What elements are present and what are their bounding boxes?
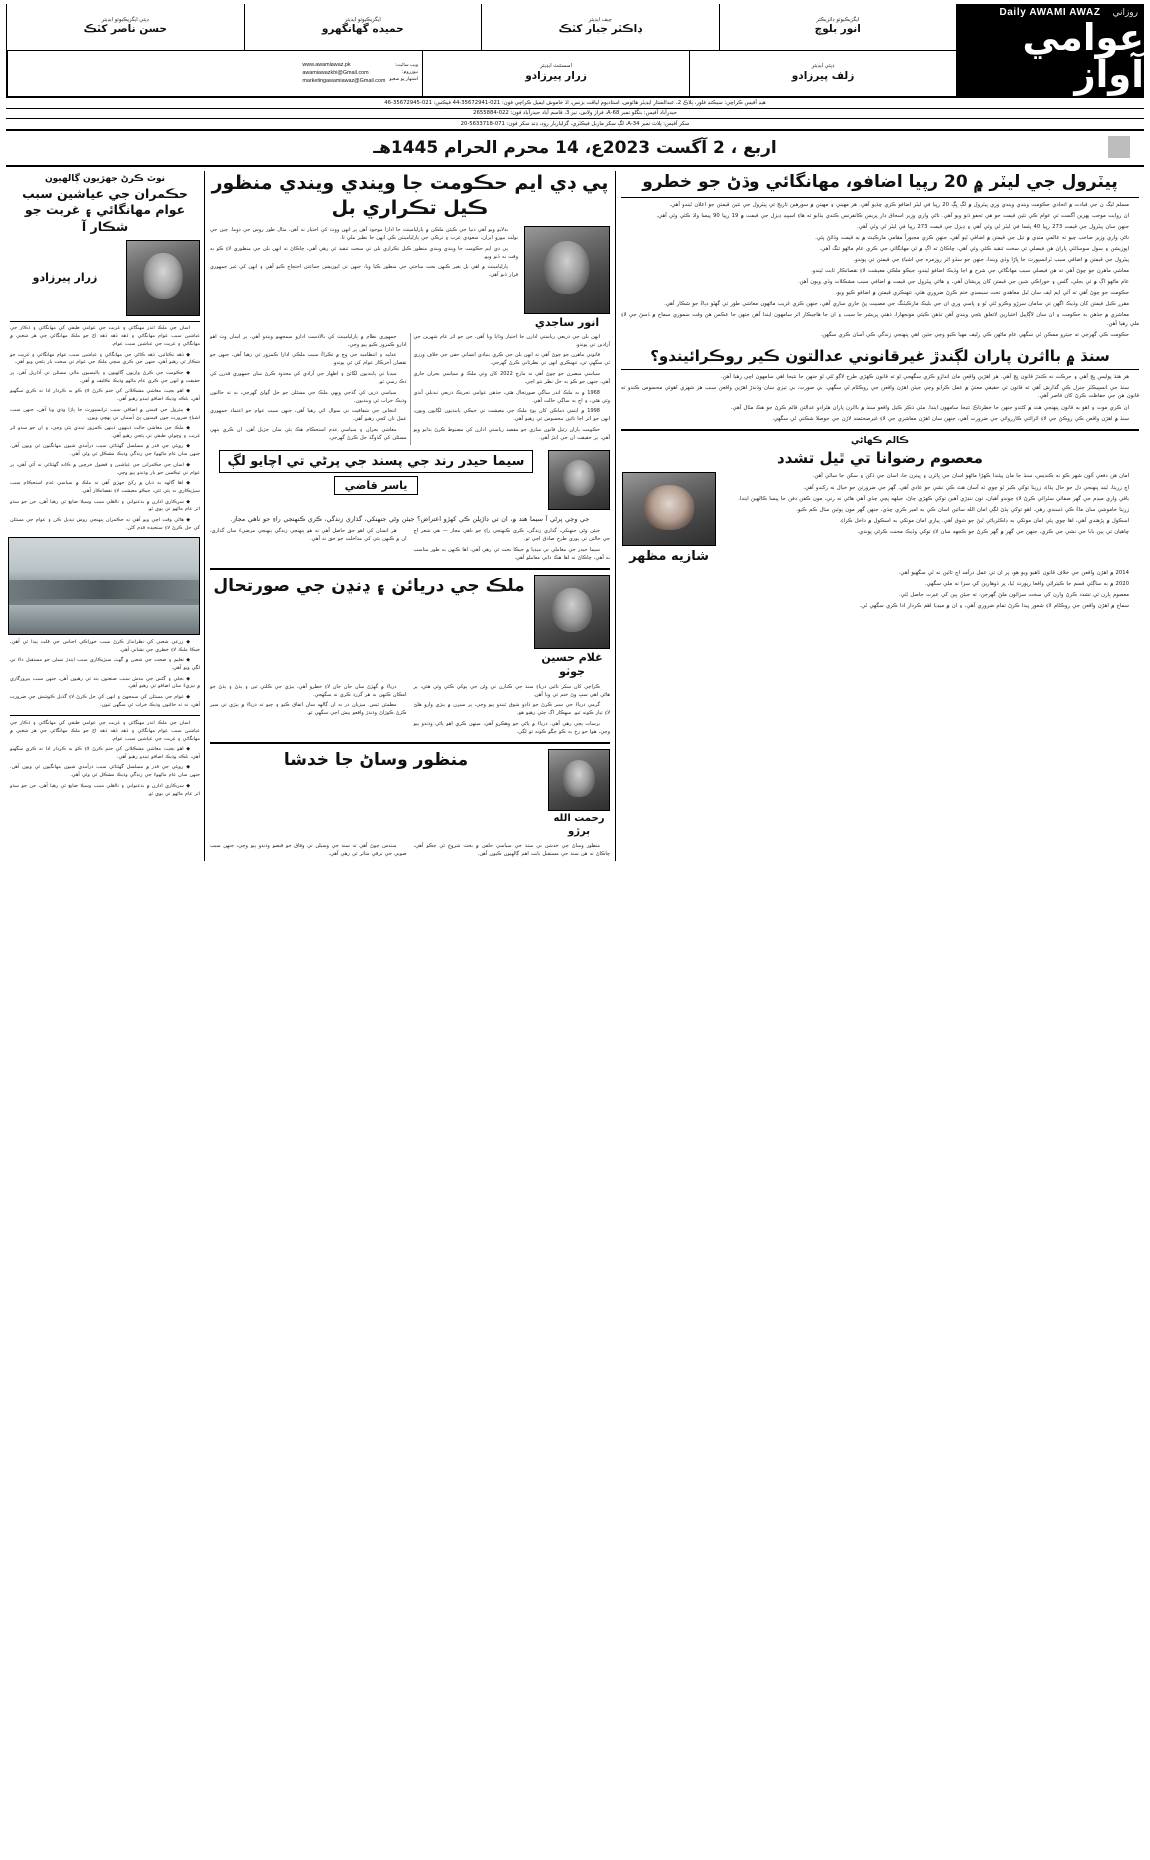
paragraph: باقي واري ميڊم جي گهر صفائي سٿرائي ڪرڻ لاءِ چوندو آهيان، تون ننڍڙي آهين توکي ڪهڙي ڄاڻ، جيلهه پڄي چڏي آهي هاڻي نه رني، مون ڪفن دفن جا پيسا ڪالهين ايندا.	[738, 495, 1129, 502]
paragraph: حڪومت پاران رٿيل قانون سازي جو مقصد رياستي ادارن کي مضبوط ڪرڻ ٻڌايو ويو آهي، پر حقيقت ان جي ابتڙ آهي.	[413, 427, 610, 442]
paragraph: عام ماڻهو اڳ ۾ ئي بجلي، گئس ۽ خوراڪي شين جي قيمتن کان پريشان آهي، ۽ هاڻي پيٽرول جي قيمت ۾ اضافي سبب مشڪلات وڌي ويون آهن.	[797, 279, 1129, 286]
column-center	[204, 171, 616, 861]
column-story-headline: معصوم رضوانا تي ٿيل تشدد	[777, 449, 983, 468]
author-photo	[524, 226, 610, 314]
boxed-story-body	[210, 527, 610, 562]
paragraph: ◆ پيٽرول جي قيمتن ۾ اضافي سبب ٽرانسپورٽ جا ڀاڙا وڌي ويا آهن، جنهن سبب اشياءِ ضرورت جون قيمتون پڻ آسمان تي پهچي ويون.	[10, 406, 200, 421]
paragraph: اچ زرينا، ٿيند پنهنجي دل جو حال ٻڌاءِ، زرينا توکي ڪير ٿو چوي ته آسان هٿ ڪي نشي جو عادي آهي. گهر جي ضرورتن جو خيال نه رکندو آهي.	[803, 484, 1129, 491]
lead-story-body	[621, 201, 1139, 340]
author-photo	[126, 240, 200, 316]
paragraph: ◆ عوام جي مسئلن کي سمجهڻ ۽ انهن کي حل ڪرڻ لاءِ گڏيل ڪوشش جي ضرورت آهي، نه ته حالتون وڌيڪ خراب ٿي سگهن ٿيون.	[10, 693, 200, 708]
address-hyderabad: حيدرآباد آفيس: بنگلو نمبر 68-A، فراز ولاس، نير 3، قاسم آباد حيدرآباد فون: 022-2655884	[6, 109, 1144, 120]
paragraph: پي ڊي ايم حڪومت جا ويندي ويندي منظور ڪيل تڪراري بلن تي سخت تنقيد ٿي رهي آهي، ڇاڪاڻ ته انهن بلن جي منظوري لاءِ ڪو به وقت نه ڏنو ويو.	[210, 245, 518, 260]
center-story-head-block	[210, 226, 610, 330]
center-bottom-headline: ملڪ جي دريائن ۽ ڍنڍن جي صورتحال	[213, 576, 525, 597]
address-bars	[6, 98, 1144, 130]
paragraph: سندس چوڻ آهي ته سنڌ جي وسيلن تي وفاق جو قبضو وڌندو پيو وڃي، جنهن سبب صوبي جي ترقي متاثر ٿي رهي آهي.	[210, 843, 407, 858]
center-lower-author-block	[548, 749, 610, 838]
paragraph: عدليه ۽ انتظاميه جي وچ ۾ ٽڪراءُ سبب ملڪي ادارا ڪمزور ٿي رهيا آهن، جنهن جو نقصان آخرڪار عوام کي ئي پوندو.	[210, 352, 407, 367]
paragraph: 1968 ۾ به ملڪ اندر ساڳي صورتحال هئي، جڏهن عوامي تحريڪ ذريعي تبديلي آندي وئي هئي، ۽ اڄ به ساڳي حالت آهي.	[413, 389, 610, 404]
center-lower-author-name: رحمت الله ٻرڙو	[553, 813, 605, 837]
staff-row-bottom	[7, 51, 956, 97]
section-divider	[621, 429, 1139, 431]
column-left	[6, 171, 204, 861]
staff-name: ڊاڪٽر جبار کٽڪ	[558, 23, 642, 36]
staff-role: ڊپٽي ايگزيڪيوٽو ايڊيٽر	[101, 16, 149, 23]
center-boxed-title-block	[210, 450, 542, 495]
paragraph: ◆ بجلي ۽ گئس جي بندش سبب صنعتون بند ٿي رهيون آهن، جنهن سبب بيروزگاري ۾ تيزيءَ سان اضافو ٿي رهيو آهي.	[10, 675, 200, 690]
divider	[621, 369, 1139, 370]
paragraph: ◆ اسان جي حڪمرانن جي عياشين ۽ فضول خرچين ۾ ڪابه گهٽتائي نه آئي آهي، پر عوام تي ٽيڪسن جو بار وڌندو پيو وڃي.	[10, 461, 200, 476]
newspaper-logo	[956, 4, 1144, 96]
paragraph: حڪومت ڪي گهرجي ته جيترو ممڪن ٿي سگهي عام ماڻهن ڪي رليف مهيا ڪيو وڃي جئين اهي پنهنجي زندگي ڪي آسان ڪري سگهن.	[820, 331, 1129, 338]
staff-name: حميده گهانگهرو	[321, 23, 404, 36]
author-photo	[548, 749, 610, 811]
paragraph: سياسي ڌرين کي گڏجي ويهي ملڪ جي مسئلن جو حل ڳولڻ گهرجي، نه ته حالتون وڌيڪ خراب ٿي وينديون.	[210, 389, 407, 404]
center-lower-headline: منظور وساڻ جا خدشا	[283, 750, 469, 771]
paragraph: برسات پڄي رهي آهي. درياءَ ۾ پاڻي جو وهڪرو آهي، مينهن ڪري اهو پاڻي وڌندو پيو وڃي، هوا جو رخ به ڪو چڱو ڪونه ٿو لڳي.	[413, 720, 610, 735]
staff-role: اسسٽنٽ ايڊيٽر	[540, 63, 572, 70]
paragraph: قانوني ماهرن جو چوڻ آهي ته انهن بلن جي ڪري بنيادي انساني حقن جي خلاف ورزي ٿي سگهي ٿي، تنهنڪري انهن تي نظرثاني ڪرڻ گهرجي.	[413, 352, 610, 367]
center-bottom-head	[210, 575, 610, 679]
staff-role: ايگزيڪيوٽو ايڊيٽر	[344, 16, 381, 23]
paragraph: بدلايو ويو آهي دنيا جي ڪيئن ملڪن ۾ پارليامينٽ جا ادارا موجود آهن پر انهن ووٽ کي اختيار نه آهن، مثال طور روس جي ڊوما. چين جي بولٽ بيورو ايران، سعودي عرب ۽ ترڪي جي پارليامينٽن ڪي انهن جا نظير ملي ٿا.	[210, 226, 518, 241]
paragraph: ◆ سرڪاري ادارن ۾ بدعنواني ۽ نااهلي سبب وسيلا ضايع ٿي رهيا آهن، جن جو سڌو اثر عام ماڻهو تي پوي ٿو.	[10, 782, 200, 797]
logo-sindhi-name: عوامي آواز	[1022, 16, 1144, 96]
section-divider	[10, 715, 200, 716]
paragraph: اسان جي ملڪ اندر مهنگائي ۽ غربت جي عوامي طبقي کي مهانگائي ۽ ڏڪار جي عياشين سبب عوام مهانگائي ۽ ڏهه ڏهه ڏهه اڄ جو ملڪ مهانگائي جي هر شعبي ۾ مهانگائي ۽ غربت جي عياشين سبب عوام.	[10, 719, 200, 742]
center-author-name: انور ساجدي	[534, 315, 600, 329]
paragraph: سنڌ جي انسپيڪٽر جنرل ڪي گذارش آهي ته قانون تي حقيقي معنيٰ ۾ عمل ڪرايو وڃي جيئن اهڙن واقعن جي روڪٿام ٿي سگهي. بي صورت، بي تيزي سان وڌندڙ اهڙين واقعن سبب هر شهري اهوئي محسوس ڪندو ته قانون هن جي حفاظت ڪرڻ کان قاصر آهي.	[621, 384, 1139, 400]
paragraph: ◆ زرعي شعبي کي نظرانداز ڪرڻ سبب خوراڪي اجناس جي قلت پيدا ٿي آهي، جيڪا ملڪ لاءِ خطري جي نشاني آهي.	[10, 638, 200, 653]
left-body	[10, 325, 200, 533]
divider	[621, 197, 1139, 198]
logo-ornament-icon: روزاني	[1112, 8, 1138, 18]
paragraph: ڇاهيان تي ٻين بابا جي نشي جي ڪري، جنهن جي گهر ۾ گهر ڪرڻ جو ڪجهه سان لاءِ توکي وڌيڪ محنت ڪرڻي پوندي.	[857, 528, 1129, 535]
contact-labels	[389, 63, 418, 84]
paragraph: ◆ اهو بجيٽ معاشي مشڪلاتن کي ختم ڪرڻ لاءِ ڪو به ڪردار ادا نه ڪري سگهيو آهي، بلڪه وڌيڪ اضافو ٿيندو رهيو آهي.	[10, 388, 200, 403]
paragraph: ◆ ملڪ جي معاشي حالت ڏينهون ڏينهن ڪمزور ٿيندي پئي وڃي، ۽ ان جو سڌو اثر غريب ۽ وچولي طبقي تي پئجي رهيو آهي.	[10, 425, 200, 439]
paragraph: ميڊيا تي پابنديون لڳائڻ ۽ اظهار جي آزادي کي محدود ڪرڻ سان جمهوري قدرن کي ڌڪ رسي ٿو.	[210, 371, 407, 386]
paragraph: مطمئن ٿيس. ميزبان در به ان ڳالهه سان اتفاق ڪيو ۽ چيو ته درياءَ ۾ ٻيڙي تي سير ڪرڻ ڪوڙاڻ وڌندڙ واقعو پيش اچي سگهي ٿو.	[210, 702, 407, 717]
author-photo	[622, 472, 716, 546]
divider	[10, 321, 200, 322]
paragraph: ان ڪري موت ۽ اهو به قانون پنهنجي هٿ ۾ کڻندو جنهن جا خطرناڪ نتيجا سامهون ايندا. مٿي ذڪر ڪيل واقعو سنڌ ۾ بااثرن پاران هٿرادو عدالتن قائم ڪرڻ جو هڪ مثال آهي.	[730, 404, 1129, 411]
paragraph: پيٽرول جي قيمتن ۾ اضافي سبب ٽرانسپورٽ جا ڀاڙا وڌي ويندا، جنهن جو سڌو اثر روزمره جي اشياءِ جي قيمتن تي پوندو.	[853, 256, 1129, 263]
center-lower-title	[210, 749, 542, 772]
staff-name: زرار پيرزادو	[525, 69, 587, 82]
section-divider	[210, 568, 610, 570]
section-divider	[210, 742, 610, 744]
paragraph: معاشي ماهرن جو چوڻ آهي ته هن فيصلي سبب مهانگائي جي شرح ۾ اڃا وڌيڪ اضافو ٿيندو، جيڪو ملڪي معيشت لاءِ نقصانڪار ثابت ٿيندو.	[811, 268, 1129, 274]
paragraph: امان هن دفعي آئون شهر ڪو نه ڪنديس، سنڌ جا مان پيئندا ڪهڙا ماڻهو اسان جي ڀائرن ۽ ڀينرن جا، اسان جي ڏکن ۽ سکن جا ساٿي آهن.	[812, 473, 1129, 480]
contact-label-ads: اشتهار ڀو شعبو	[389, 76, 419, 82]
paragraph: ◆ سرڪاري ادارن ۾ بدعنواني ۽ نااهلي سبب وسيلا ضايع ٿي رهيا آهن، جن جو سڌو اثر عام ماڻهو تي پوي ٿو.	[10, 498, 200, 513]
paragraph: ◆ حڪومت جي ڪرڻ واريون ڳالهيون ۽ پاليسيون مالي مسئلن تي آڌاريل آهن، پر حقيقت ۾ انهن جي ڪري عام ماڻهو وڌيڪ تڪليف ۾ آهي.	[10, 369, 200, 384]
left-byline	[10, 240, 200, 316]
author-photo	[534, 575, 610, 649]
paragraph: ◆ تعليم ۽ صحت جي شعبن ۾ گهٽ سيڙپڪاري سبب ايندڙ نسلن جو مستقبل داءَ تي لڳي ويو آهي.	[10, 657, 200, 672]
center-bottom-author-block	[534, 575, 610, 679]
paragraph: ◆ روپئي جي قدر ۾ مسلسل گهٽتائي سبب درآمدي شيون مهانگيون ٿي ويون آهن، جنهن سان عام ماڻهوءَ جي زندگي وڌيڪ مشڪل ٿي وئي آهي.	[10, 764, 200, 779]
paragraph: ان روايت موجب ٻهرين آگست تي عوام ڪي نئين قيمت جو هي تحفو ڏنو ويو آهي. ناڻي واري وزير اسحاق ڊار پريس ڪانفرنس ڪندي ٻڌايو ته هاءِ اسپيڊ ڊيزل جي قيمت ۾ 19 رپيا 90 پيسا واڌ ڪئي وئي آهي.	[656, 212, 1129, 219]
staff-role: چيف ايڊيٽر	[588, 16, 612, 23]
address-karachi: هيڊ آفيس ڪراچي: سيڪنڊ فلور، ٻلاڪ 2، عبدالستار ايڊيٽر هائوس، استاديوم لياقت بزنس، اڌ خاموش ايميل ڪراچي فون: 021-35672941-44 فيڪس: 021-35672945-46	[6, 98, 1144, 109]
paragraph: 1998 ۾ ايٽمي ڌماڪن کان پوءِ ملڪ جي معيشت تي جيڪي پابنديون لڳايون ويون، انهن جو اثر اڃا تائين محسوس ٿي رهيو آهي.	[413, 408, 610, 423]
paragraph: ناڻي واري وزير صاحب چيو ته عالمي منڊي ۾ تيل جي قيمتن ۾ اضافي ٿيو آهي، جنهن ڪري مجبوراً مقامي مارڪيٽ ۾ به قيمت وڌائڻ پئي.	[815, 234, 1129, 241]
paragraph: انتخابن جي شفافيت تي سوال اٿي رهيا آهن، جنهن سبب عوام جو اعتماد جمهوري عمل تان کڄي رهيو آهي.	[210, 408, 407, 423]
paragraph: جيئن وڻي جنهنکي، گذاري زندگي، ڪري ڪنهنجي راءِ جو ناهي مجاز — هي شعر اڄ جي حالتن تي پوري طرح صادق اچي ٿو.	[413, 528, 610, 543]
paragraph: معصوم ٻارن تي تشدد ڪرڻ وارن کي سخت سزائون ملڻ گهرجن، ته جيئن ٻين کي عبرت حاصل ٿئي.	[898, 591, 1129, 598]
paragraph: ڪراچي کان سکر تائين درياءِ سنڌ جي ڪنارن تي وڻن جي پوکي ڪئي وئي هئي، پر هاڻي اهي سڀ وڻ ختم ٿي ويا آهن.	[413, 683, 610, 698]
second-story-body	[621, 373, 1139, 423]
paragraph: 2020 ۾ به ساڳئي قسم جا ڪيترائي واقعا رپورٽ ٿيا، پر ڏوهارين کي سزا نه ملي سگهي.	[925, 580, 1129, 587]
paragraph: جي وڃي پرڻي آ سيما هند ۾، ان تي ڊاڙيلن ڪي کهڙو اعتراض؟ جيئن وڻي جنهنکي، گذاري زندگي، ڪري ڪنهنجي راءِ جو ناهي مجاز.	[230, 514, 590, 523]
paragraph: درياءَ ۾ گهڙڻ سان جان جان لاءِ خطرو آهي، ٻيڙي جي ڪلتي ٿين ۽ ٻڏڻ ۽ ٻڏڻ جو امڪان ڪنهن به هر گزرد ڪري نه سگهجي.	[210, 683, 407, 698]
paragraph: جنهن سان پيٽرول جي قيمت 273 رپيا 40 پئسا في ليٽر ٿي وئي آهي ۽ ڊيزل جي قيمت 273 رپيا في ليٽر ٿي وئي آهي.	[857, 223, 1129, 230]
date-text: اربع ، 2 آگست 2023ع، 14 محرم الحرام 1445هـ	[373, 137, 777, 158]
staff-cell-deputy-exec-editor	[7, 4, 244, 50]
staff-name: زلف پيرزادو	[791, 69, 855, 82]
column-story-body	[723, 472, 1139, 538]
paragraph: سنڌ ۾ اهڙن واقعن ڪي روڪڻ جي لاءِ اثرائتي ڪارروائي جي ضرورت آهي، جنهن سان اهڙن معاشري جي لاءِ غيرصحتمند لاڙن جي حوصلا شڪني ٿي سگهي.	[772, 415, 1129, 422]
left-headline: حڪمران جي عياشين سبب عوام مهانگائي ۽ غربت جو شڪار آ	[22, 185, 188, 235]
paragraph: سيما حيدر جي معاملي تي ميڊيا ۾ جيڪا بحث ٿي رهي آهي، اها ڪنهن به طور مناسب نه آهي، ڇاڪاڻ ته اها هڪ ذاتي معاملو آهي.	[413, 546, 610, 561]
logo-english-name: Daily AWAMI AWAZ	[999, 7, 1101, 18]
center-bottom-body	[210, 683, 610, 737]
center-story-headline: پي ڊي ايم حڪومت جا ويندي ويندي منظور ڪيل تڪراري بل	[211, 171, 609, 220]
paragraph: ◆ اهو بجيٽ معاشي مشڪلاتن کي ختم ڪرڻ لاءِ ڪو به ڪردار ادا نه ڪري سگهيو آهي، بلڪه وڌيڪ اضافو ٿيندو رهيو آهي.	[10, 746, 200, 761]
river-photo	[8, 537, 200, 635]
center-author-block	[524, 226, 610, 330]
column-right	[616, 171, 1144, 861]
paragraph: جمهوري نظام ۾ پارليامينٽ کي بالادست ادارو سمجهيو ويندو آهي، پر اسان وٽ اهو ادارو ڪمزور ڪيو پيو وڃي.	[210, 333, 407, 348]
staff-name: حسن ناصر کٽڪ	[83, 23, 167, 36]
paragraph: پارليامينٽ ۾ اهي بل بغير ڪنهن بحث مباحثي جي منظور ڪيا ويا، جنهن تي اپوزيشن جماعتن احتجاج ڪيو آهي ۽ انهن کي غير جمهوري قرار ڏنو آهي.	[210, 264, 518, 279]
boxed-story-headline: سيما حيدر رند جي پسند جي پرڻي تي اچايو لڳ	[219, 450, 534, 473]
contact-values	[302, 61, 385, 85]
staff-role: ڊپٽي ايڊيٽر	[811, 63, 835, 70]
paragraph: اسان جي ملڪ اندر مهنگائي ۽ غربت جي عوامي طبقي کي مهانگائي ۽ ڏڪار جي عياشين سبب عوام مهانگائي ۽ ڏهه ڏهه ڏهه اڄ جو ملڪ مهانگائي جي هر شعبي ۾ مهانگائي ۽ غربت جي عياشين سبب عوام.	[10, 325, 200, 348]
staff-role: ايگزيڪيوٽو ڊائريڪٽر	[816, 16, 860, 23]
paragraph: 2014 ۾ اهڙن واقعن جي خلاف قانون ٺاهيو ويو هو، پر ان تي عمل درآمد اڄ تائين نه ٿي سگهيو آهي.	[898, 569, 1129, 576]
paragraph: مسلم ليگ ن جي قيادت ۾ اتحادي حڪومت ويندي ويندي وري پيٽرول ۾ لڳ ڀڳ 20 رپيا في ليٽر اضافو ڪري ڇڏيو آهي. هر مهيني ۽ مهينن ۾ سورهين تاريخ تي پيٽرول جي نئين قيمتن جو اعلان ٿيندو آهي.	[669, 201, 1129, 208]
left-kicker: نوٽ ڪرڻ جهڙيون ڳالهيون	[44, 173, 166, 184]
column-story-body-cont	[621, 569, 1139, 611]
paragraph: زرينا خاموشي سان ماءُ ڪي ڏسندي رهي. اهو توکي ٻڌڻ لڳي امان الله سائين اسان ڪي به امير ڪري ڇڏي، جنهن گهر مون ٻوئين سال ڪم ڪيو.	[796, 506, 1129, 513]
staff-row-top	[7, 4, 956, 51]
staff-cell-exec-editor	[244, 4, 482, 50]
date-marker-box	[1108, 136, 1130, 158]
paragraph: ◆ اها ڳالهه به ڌيان ۾ رکڻ جهڙي آهي ته ملڪ ۾ سياسي عدم استحڪام سبب سيڙپڪاري نه پئي ٿئي، جيڪو معيشت لاءِ نقصانڪار آهي.	[10, 480, 200, 495]
date-bar	[6, 130, 1144, 167]
center-bottom-author-name: غلام حسين جوٺو	[541, 651, 603, 678]
paragraph: هر هنڌ پوليس ڀڃ آهي ۽ حرڪت نه ڪندڙ قانون ڀڃ آهي. هر اهڙين واقعن مان اندازو ڪري سگهجي ٿو ته قانون ڪهڙي طرح لاڳو ٿئي ٿو جنهن جا نتيجا اهي سامهون اچي رهيا آهن.	[721, 373, 1129, 380]
masthead-contact-block	[7, 51, 422, 97]
paragraph: مقرر ڪيل قيمتن کان وڌيڪ اگهن تي سامان سرڙو وڪرو ٿئي ٿو ۽ پاسي وري ان جي بليڪ مارڪيٽنگ جي مصيبت پڻ جاري ساري آهي، جنهن ڪري غريب ماڻهون معاشي طور تي گهٽو دٻاءُ جو شڪار آهي.	[664, 301, 1129, 308]
second-story-headline: سنڌ ۾ بااثرن پاران لڳندڙ غيرقانوني عدالتون ڪير روڪرائيندو؟	[650, 346, 1110, 365]
left-body-tail	[10, 720, 200, 799]
paragraph: اسڪول ۾ پڙهندي آهي، اها چوي پئي امان مونکي به ڊاڪٽرياڻي ٿيڻ جو شوق آهي. پياري امان مونکي به اسڪول ۾ داخل ڪراءِ.	[839, 517, 1129, 524]
center-bottom-title	[210, 575, 528, 598]
lead-story-headline: پيٽرول جي ليٽر ۾ 20 رپيا اضافو، مهانگائي وڌڻ جو خطرو	[642, 171, 1118, 192]
center-boxed-story-head	[210, 450, 610, 510]
boxed-story-verse	[210, 514, 610, 525]
contact-label-website: ويب سائيٽ:	[394, 62, 419, 68]
staff-cell-chief-editor	[481, 4, 719, 50]
column-story-author-block	[621, 472, 717, 565]
column-story-author-name: شازيه مظهر	[629, 549, 709, 565]
paragraph: معاشري ۾ جڏهن به حڪومت ۽ ان سان لاڳاپيل اختيارين لاتعلق بڻجي ويندي آهن تڏهن ڪيئي مونجهارا، ذهني پريشر جا سبب ۽ ان جا هاڃيڪار اثر سامهون ايندا آهن جنهن جا عڪس هن وقت سموري سماج ۾ ڏسڻ جي لاءِ ملي رهيا آهن.	[621, 312, 1139, 327]
paragraph: حڪومت جو چوڻ آهي ته آئي ايم ايف سان ٿيل معاهدي تحت سبسڊي ختم ڪرڻ ضروري هئي، تنهنڪري قيمتن ۾ اضافو ڪيو ويو.	[835, 290, 1129, 297]
paragraph: اپوزيشن ۽ سول سوسائٽي پاران هن فيصلي تي سخت تنقيد ڪئي وئي آهي، ڇاڪاڻ ته اڳ ۾ ئي مهانگائي جي ڪري عام ماڻهو تنگ آهي.	[819, 245, 1129, 252]
staff-name: انور بلوچ	[814, 23, 861, 36]
center-story-body	[210, 333, 610, 445]
center-lower-body	[210, 842, 610, 861]
paragraph: معاشي بحران ۽ سياسي عدم استحڪام هڪ ٻئي سان جڙيل آهن، ان ڪري ٻنهي مسئلن کي گڏوگڏ حل ڪرڻ گهرجي.	[210, 427, 407, 442]
staff-cell-assistant-editor	[422, 51, 689, 97]
paragraph: منظور وساڻ جي خدشن تي سنڌ جي سياسي حلقن ۾ بحث شروع ٿي چڪو آهي، ڇاڪاڻ ته هن سنڌ جي مستقبل بابت اهم ڳالهيون ڪيون آهن.	[413, 843, 610, 858]
staff-cell-deputy-editor	[689, 51, 956, 97]
left-author-name: زرار پيرزادو	[32, 271, 98, 285]
column-story-kicker: ڪالم ڪهاڻي	[850, 436, 910, 447]
paragraph: ◆ هاڻي وقت اچي ويو آهي ته حڪمران پنهنجي روش تبديل ڪن ۽ عوام جي مسئلن کي حل ڪرڻ لاءِ سنجيده قدم کڻن.	[10, 516, 200, 531]
center-lower-head	[210, 749, 610, 838]
column-story-with-photo	[621, 472, 1139, 565]
paragraph: ◆ ڏهه نڪتائين، ڏهه ڪاڻي جي مهانگائي ۽ عياشين سبب عوام مهانگائي ۽ غربت جو شڪار ٿي رهيو آهي، جنهن جي ڪري سڄي ملڪ جي عوام تي سخت بار پئجي ويو آهي.	[10, 351, 200, 366]
author-photo	[548, 450, 610, 510]
left-body-cont	[10, 639, 200, 710]
contact-newsroom-email[interactable]: awamiawazkhi@Gmail.com	[302, 70, 369, 77]
masthead	[6, 4, 1144, 98]
paragraph: هر انسان کي اهو حق حاصل آهي ته هو پنهنجي زندگي پنهنجي مرضيءَ سان گذاري، ان ۾ ڪنهن ٻئي کي مداخلت جو حق نه آهي.	[210, 528, 407, 543]
paragraph: ◆ روپئي جي قدر ۾ مسلسل گهٽتائي سبب درآمدي شيون مهانگيون ٿي ويون آهن، جنهن سان عام ماڻهوءَ جي زندگي وڌيڪ مشڪل ٿي وئي آهي.	[10, 443, 200, 458]
contact-label-newsroom: نيوزروم:	[401, 69, 419, 75]
paragraph: گرمي درياءَ جي سير ڪرڻ جو ڏاڍو شوق ٿيندو پيو وڃي، پر سيزن ۾ ٻيڙي وارو هلڻ لاءِ تيار ڪونه ٿيو. سهڪار اڳ چئي رهيو هو.	[413, 702, 610, 717]
center-story-intro	[210, 226, 518, 282]
paragraph: انهن بلن جي ذريعي رياستي ادارن جا اختيار وڌايا ويا آهن، جن جو اثر عام شهرين جي آزادين تي پوندو.	[413, 333, 610, 348]
address-sukkur: سکر آفيس: پلاٽ نمبر 34-A، لڳ سکر ماربل فيڪٽري، گرلياربار روڊ، ڍنڊ سکر فون: 071-5633718-20	[6, 119, 1144, 130]
boxed-story-author: ياسر قاضي	[334, 476, 419, 495]
contact-website-url[interactable]: www.awamiawaz.pk	[302, 62, 351, 69]
paragraph: سياسي مبصرن جو چوڻ آهي ته مارچ 2022 کان وٺي ملڪ ۾ سياسي بحران جاري آهي، جنهن جو ڪو به حل نظر نٿو اچي.	[413, 371, 610, 386]
staff-cell-exec-director	[719, 4, 957, 50]
main-columns	[6, 171, 1144, 861]
masthead-staff-grid	[6, 4, 956, 96]
paragraph: سماج ۾ اهڙن واقعن جي روڪٿام لاءِ شعور پيدا ڪرڻ تمام ضروري آهي، ۽ ان ۾ ميڊيا اهم ڪردار ادا ڪري سگهي ٿي.	[859, 602, 1129, 609]
contact-marketing-email[interactable]: marketingawamiawaz@Gmail.com	[302, 78, 386, 85]
